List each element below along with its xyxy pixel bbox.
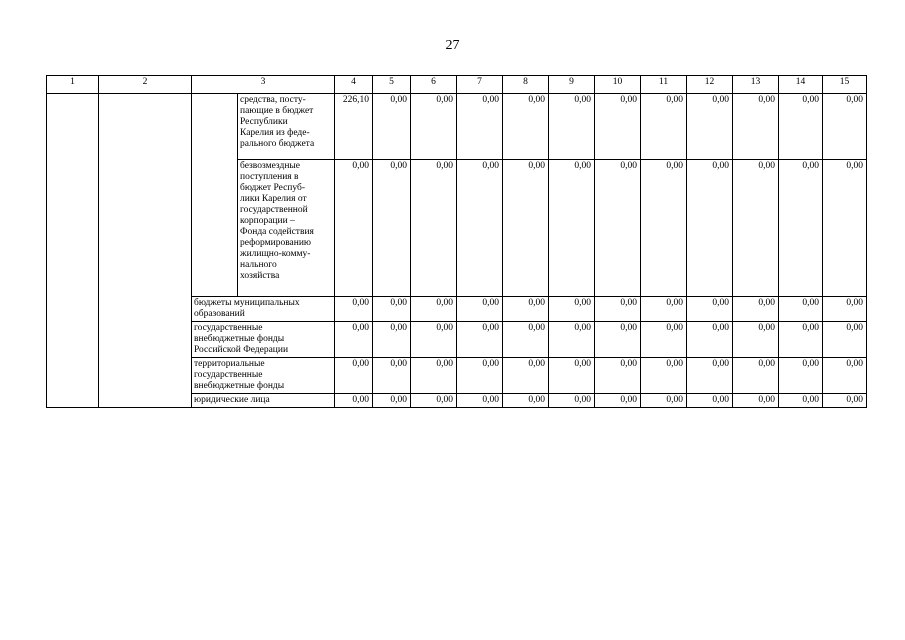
row-label: государственные внебюджетные фонды Российской Федерации — [192, 322, 335, 358]
value-cell: 0,00 — [549, 94, 595, 160]
value-cell: 0,00 — [733, 322, 779, 358]
value-cell: 0,00 — [733, 358, 779, 394]
col1-cell — [47, 94, 99, 408]
column-header: 4 — [335, 76, 373, 94]
value-cell: 0,00 — [595, 160, 641, 297]
table-row — [47, 94, 867, 160]
value-cell: 0,00 — [779, 94, 823, 160]
value-cell: 0,00 — [687, 358, 733, 394]
value-cell: 0,00 — [823, 94, 867, 160]
value-cell: 0,00 — [823, 322, 867, 358]
value-cell: 0,00 — [373, 394, 411, 408]
value-cell: 0,00 — [687, 394, 733, 408]
value-cell: 0,00 — [411, 94, 457, 160]
value-cell: 226,10 — [335, 94, 373, 160]
value-cell: 0,00 — [641, 358, 687, 394]
row-label: территориальные государственные внебюджетные фонды — [192, 358, 335, 394]
column-header: 8 — [503, 76, 549, 94]
column-header: 6 — [411, 76, 457, 94]
value-cell: 0,00 — [687, 297, 733, 322]
value-cell: 0,00 — [687, 160, 733, 297]
column-header: 3 — [192, 76, 335, 94]
value-cell: 0,00 — [503, 394, 549, 408]
value-cell: 0,00 — [687, 94, 733, 160]
column-header: 13 — [733, 76, 779, 94]
value-cell: 0,00 — [457, 322, 503, 358]
value-cell: 0,00 — [503, 94, 549, 160]
column-header: 2 — [99, 76, 192, 94]
value-cell: 0,00 — [823, 160, 867, 297]
value-cell: 0,00 — [457, 297, 503, 322]
value-cell: 0,00 — [779, 322, 823, 358]
value-cell: 0,00 — [733, 160, 779, 297]
value-cell: 0,00 — [373, 94, 411, 160]
value-cell: 0,00 — [503, 322, 549, 358]
value-cell: 0,00 — [503, 358, 549, 394]
value-cell: 0,00 — [779, 297, 823, 322]
value-cell: 0,00 — [779, 394, 823, 408]
value-cell: 0,00 — [595, 94, 641, 160]
value-cell: 0,00 — [373, 358, 411, 394]
value-cell: 0,00 — [335, 297, 373, 322]
value-cell: 0,00 — [595, 297, 641, 322]
value-cell: 0,00 — [641, 394, 687, 408]
budget-table — [46, 75, 867, 408]
value-cell: 0,00 — [595, 322, 641, 358]
value-cell: 0,00 — [733, 94, 779, 160]
value-cell: 0,00 — [549, 322, 595, 358]
value-cell: 0,00 — [641, 322, 687, 358]
column-header: 14 — [779, 76, 823, 94]
value-cell: 0,00 — [335, 322, 373, 358]
column-header: 15 — [823, 76, 867, 94]
column-header: 10 — [595, 76, 641, 94]
column-header: 1 — [47, 76, 99, 94]
value-cell: 0,00 — [457, 394, 503, 408]
value-cell: 0,00 — [335, 394, 373, 408]
value-cell: 0,00 — [641, 94, 687, 160]
value-cell: 0,00 — [549, 160, 595, 297]
value-cell: 0,00 — [549, 394, 595, 408]
value-cell: 0,00 — [595, 394, 641, 408]
value-cell: 0,00 — [335, 358, 373, 394]
value-cell: 0,00 — [411, 297, 457, 322]
column-header: 12 — [687, 76, 733, 94]
value-cell: 0,00 — [373, 160, 411, 297]
value-cell: 0,00 — [641, 160, 687, 297]
value-cell: 0,00 — [549, 297, 595, 322]
column-header: 7 — [457, 76, 503, 94]
value-cell: 0,00 — [457, 358, 503, 394]
value-cell: 0,00 — [549, 358, 595, 394]
value-cell: 0,00 — [457, 160, 503, 297]
value-cell: 0,00 — [373, 322, 411, 358]
col3-indent-cell — [192, 94, 238, 297]
header-row — [47, 76, 867, 94]
value-cell: 0,00 — [823, 297, 867, 322]
value-cell: 0,00 — [687, 322, 733, 358]
value-cell: 0,00 — [733, 297, 779, 322]
value-cell: 0,00 — [373, 297, 411, 322]
value-cell: 0,00 — [779, 358, 823, 394]
row-label: средства, посту- пающие в бюджет Республики Карелия из феде- рального бюджета — [238, 94, 335, 160]
value-cell: 0,00 — [457, 94, 503, 160]
value-cell: 0,00 — [335, 160, 373, 297]
value-cell: 0,00 — [411, 160, 457, 297]
row-label: бюджеты муниципальных образований — [192, 297, 335, 322]
value-cell: 0,00 — [823, 358, 867, 394]
value-cell: 0,00 — [411, 394, 457, 408]
value-cell: 0,00 — [733, 394, 779, 408]
page-number: 27 — [445, 38, 460, 53]
value-cell: 0,00 — [595, 358, 641, 394]
value-cell: 0,00 — [411, 322, 457, 358]
row-label: юридические лица — [192, 394, 335, 408]
value-cell: 0,00 — [411, 358, 457, 394]
value-cell: 0,00 — [641, 297, 687, 322]
column-header: 9 — [549, 76, 595, 94]
value-cell: 0,00 — [823, 394, 867, 408]
column-header: 11 — [641, 76, 687, 94]
value-cell: 0,00 — [503, 297, 549, 322]
col2-cell — [99, 94, 192, 408]
row-label: безвозмездные поступления в бюджет Респуб- лики Карелия от государственной корпорации – Фонда содействия реформированию жилищно-комму- нального хозяйства — [238, 160, 335, 297]
value-cell: 0,00 — [503, 160, 549, 297]
column-header: 5 — [373, 76, 411, 94]
value-cell: 0,00 — [779, 160, 823, 297]
